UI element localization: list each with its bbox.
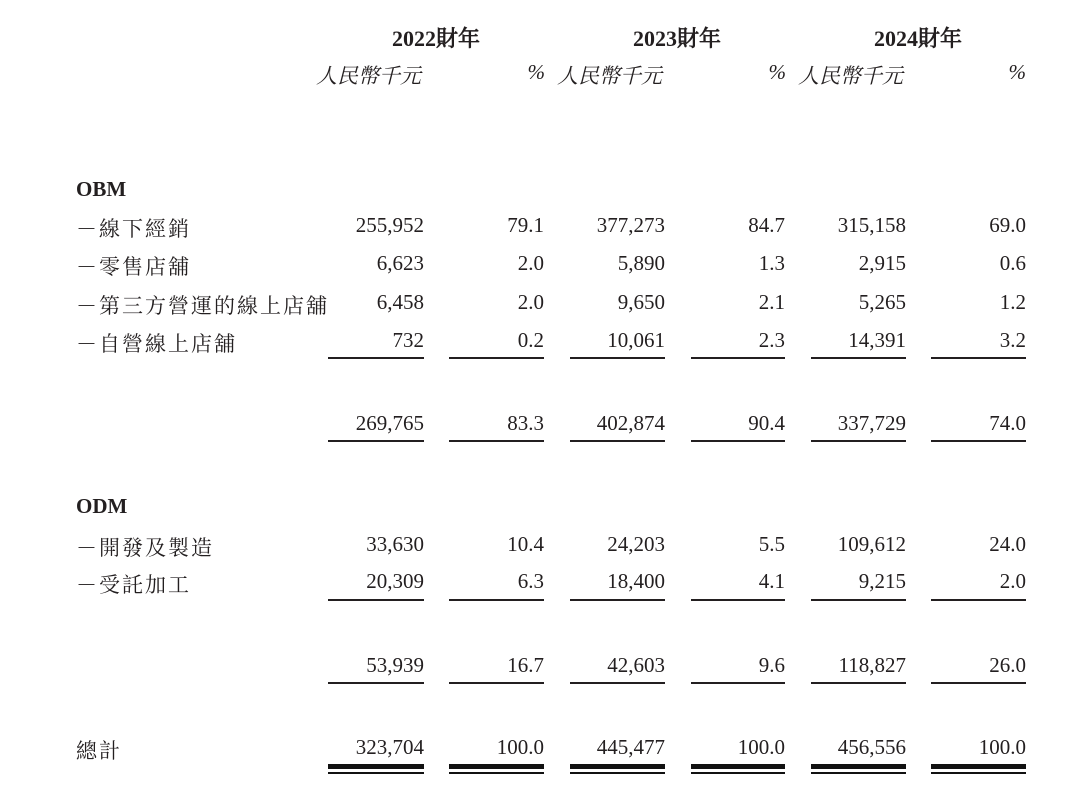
table-cell: 2.1 [758,290,785,314]
table-cell: 24,203 [607,532,665,556]
total-double-rule [570,772,665,774]
table-cell: 2.0 [517,251,544,275]
total-cell: 100.0 [978,735,1026,759]
total-double-rule [570,764,665,769]
total-double-rule [449,772,544,774]
total-double-rule [931,764,1026,769]
row-label: －線下經銷 [76,217,191,241]
subtotal-cell: 90.4 [748,411,785,435]
table-cell: 4.1 [758,569,785,593]
table-cell: 3.2 [999,328,1026,352]
row-label: －第三方營運的線上店舖 [76,294,329,318]
subtotal-rule [811,357,906,359]
table-cell: 9,215 [858,569,906,593]
table-cell: 20,309 [366,569,424,593]
subtotal-cell: 402,874 [596,411,665,435]
total-double-rule [691,764,785,769]
subtotal-cell: 269,765 [355,411,424,435]
table-cell: 6.3 [517,569,544,593]
subtotal-cell: 16.7 [507,653,544,677]
total-double-rule [449,764,544,769]
subtotal-rule [449,682,544,684]
table-cell: 79.1 [507,213,544,237]
subtotal-cell: 337,729 [837,411,906,435]
subtotal-rule [328,440,424,442]
subtotal-rule [570,682,665,684]
row-label: －受託加工 [76,573,191,597]
table-cell: 6,623 [376,251,424,275]
table-cell: 255,952 [355,213,424,237]
year-header-2024: 2024財年 [873,26,962,51]
table-cell: 2,915 [858,251,906,275]
table-cell: 14,391 [848,328,906,352]
unit-rmb-2023: 人民幣千元 [557,64,662,88]
subtotal-rule [328,357,424,359]
unit-rmb-2024: 人民幣千元 [798,64,903,88]
row-label: －零售店舖 [76,255,191,279]
table-cell: 377,273 [596,213,665,237]
table-cell: 0.6 [999,251,1026,275]
table-cell: 315,158 [837,213,906,237]
section-title-obm: OBM [76,177,127,201]
table-cell: 2.3 [758,328,785,352]
subtotal-rule [328,682,424,684]
subtotal-cell: 53,939 [366,653,424,677]
subtotal-rule [570,599,665,601]
table-cell: 24.0 [989,532,1026,556]
subtotal-rule [691,599,785,601]
table-cell: 109,612 [837,532,906,556]
table-cell: 1.3 [758,251,785,275]
unit-pct-2022: % [527,60,545,84]
subtotal-rule [811,440,906,442]
table-cell: 5,265 [858,290,906,314]
subtotal-rule [570,357,665,359]
table-cell: 5,890 [617,251,665,275]
table-cell: 10,061 [607,328,665,352]
subtotal-rule [691,440,785,442]
subtotal-rule [931,599,1026,601]
year-header-2022: 2022財年 [391,26,480,51]
subtotal-rule [328,599,424,601]
total-double-rule [931,772,1026,774]
subtotal-rule [931,682,1026,684]
table-cell: 5.5 [758,532,785,556]
table-cell: 732 [392,328,424,352]
subtotal-cell: 42,603 [607,653,665,677]
subtotal-rule [811,682,906,684]
subtotal-rule [811,599,906,601]
table-cell: 2.0 [999,569,1026,593]
table-cell: 0.2 [517,328,544,352]
year-header-2023: 2023財年 [632,26,721,51]
total-cell: 456,556 [837,735,906,759]
total-double-rule [328,764,424,769]
row-label: －開發及製造 [76,536,214,560]
table-cell: 84.7 [748,213,785,237]
total-double-rule [811,764,906,769]
subtotal-cell: 74.0 [989,411,1026,435]
subtotal-cell: 26.0 [989,653,1026,677]
total-double-rule [691,772,785,774]
unit-pct-2024: % [1008,60,1026,84]
table-cell: 33,630 [366,532,424,556]
table-cell: 10.4 [507,532,544,556]
unit-pct-2023: % [768,60,786,84]
table-cell: 1.2 [999,290,1026,314]
table-cell: 2.0 [517,290,544,314]
subtotal-rule [449,599,544,601]
row-label: －自營線上店舖 [76,332,237,356]
subtotal-cell: 83.3 [507,411,544,435]
subtotal-rule [931,440,1026,442]
subtotal-cell: 9.6 [758,653,785,677]
table-cell: 18,400 [607,569,665,593]
total-double-rule [811,772,906,774]
unit-rmb-2022: 人民幣千元 [316,64,421,88]
total-cell: 100.0 [496,735,544,759]
subtotal-rule [449,440,544,442]
subtotal-cell: 118,827 [838,653,906,677]
total-cell: 445,477 [596,735,665,759]
subtotal-rule [931,357,1026,359]
total-double-rule [328,772,424,774]
subtotal-rule [691,357,785,359]
subtotal-rule [570,440,665,442]
table-cell: 9,650 [617,290,665,314]
total-label: 總計 [76,739,122,763]
table-cell: 6,458 [376,290,424,314]
table-cell: 69.0 [989,213,1026,237]
total-cell: 323,704 [355,735,424,759]
section-title-odm: ODM [76,494,128,518]
subtotal-rule [691,682,785,684]
subtotal-rule [449,357,544,359]
total-cell: 100.0 [737,735,785,759]
